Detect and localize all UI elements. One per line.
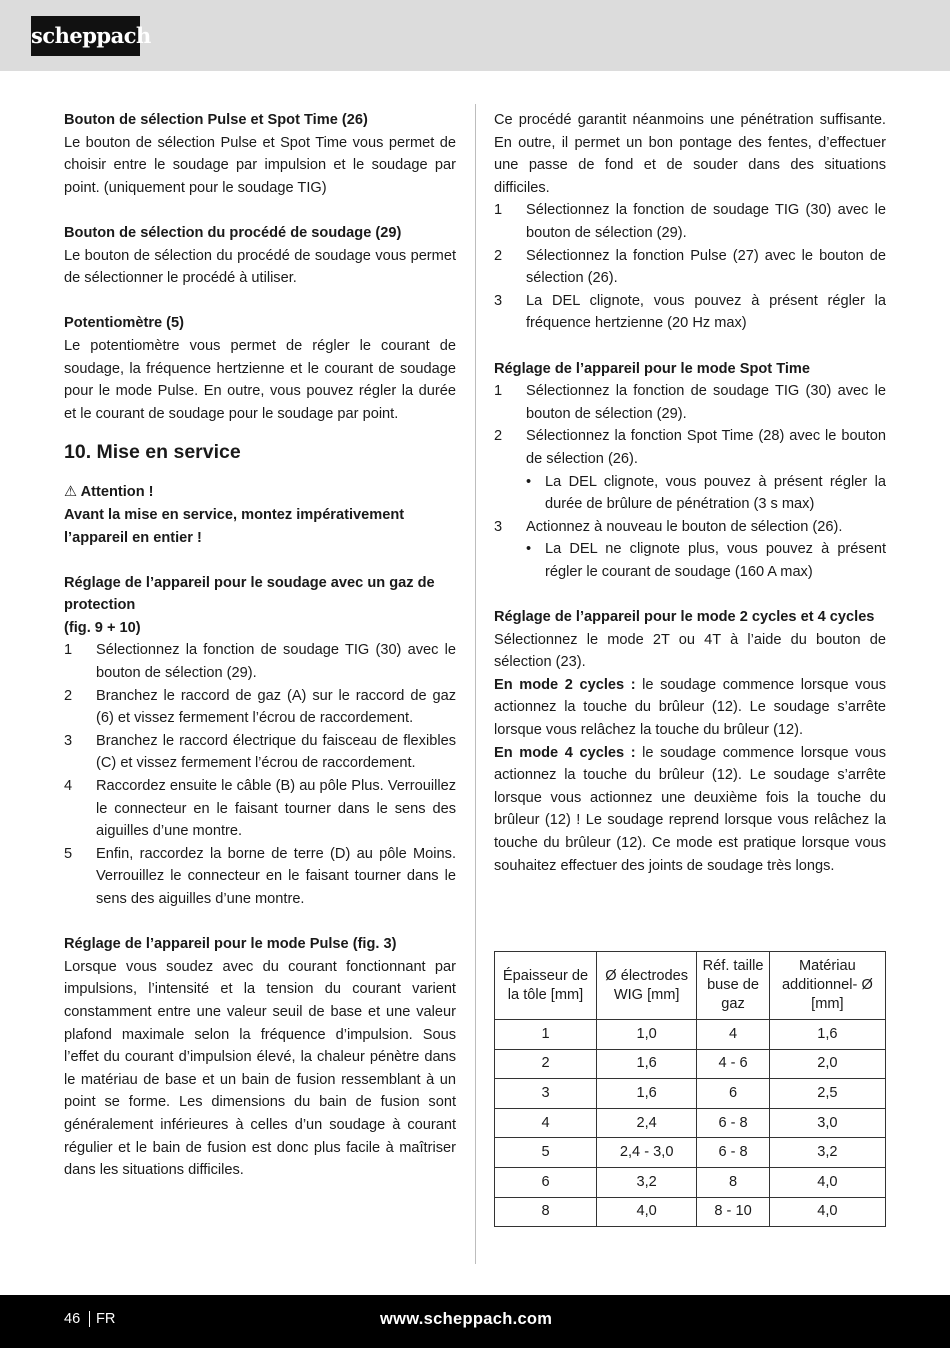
table-row: 3 1,6 6 2,5 bbox=[495, 1079, 886, 1109]
table-header: Ø électrodes WIG [mm] bbox=[597, 952, 697, 1020]
pulse-button-text: Le bouton de sélection Pulse et Spot Time vous permet de choisir entre le soudage par impulsion et le soudage par point. (uniquement pour le soudage TIG) bbox=[64, 134, 456, 196]
list-item: 2 Branchez le raccord de gaz (A) sur le raccord de gaz (6) et vissez fermement l’écrou de raccordement. bbox=[64, 687, 456, 727]
gas-setup-heading: Réglage de l’appareil pour le soudage avec un gaz de protection bbox=[64, 574, 435, 614]
language-code: FR bbox=[96, 1311, 116, 1327]
potentiometer-heading: Potentiomètre (5) bbox=[64, 315, 185, 332]
pulse-button-heading: Bouton de sélection Pulse et Spot Time (26) bbox=[64, 112, 368, 128]
table-header-row bbox=[495, 952, 886, 1020]
mode2-paragraph: En mode 2 cycles : le soudage commence lorsque vous actionnez la touche du brûleur (12). Le soudage s’arrête lorsque vous relâchez la touche du brûleur (12). bbox=[494, 676, 886, 739]
bullet-item: • La DEL ne clignote plus, vous pouvez à présent régler le courant de soudage (160 A max) bbox=[526, 541, 886, 580]
mode2-label: En mode 2 cycles : bbox=[494, 676, 636, 693]
mode4-label: En mode 4 cycles : bbox=[494, 744, 636, 761]
brand-logo: scheppach bbox=[31, 16, 140, 56]
bullet-item: • La DEL clignote, vous pouvez à présent régler la durée de brûlure de pénétration (3 s max) bbox=[526, 473, 886, 513]
list-item: 4 Raccordez ensuite le câble (B) au pôle Plus. Verrouillez le connecteur en le faisant tourner dans le sens des aiguilles d’une montre. bbox=[64, 778, 456, 840]
pulse-mode-text: Lorsque vous soudez avec du courant fonctionnant par impulsions, l’intensité et la tension du courant varient constamment entre une valeur seuil de base et une valeur plafond maximale selon la fréquence d’impulsion. Sous l’effet du courant d’impulsion élevé, la chaleur pénètre dans le matériau de base et un bain de fusion ressemblant à un point se forme. Les dimensions du bain de fusion sont généralement inférieures à celles d’un soudage à courant régulier et le bain de fusion est donc plus facile à maîtriser dans les situations difficiles. bbox=[64, 958, 456, 1179]
list-item: 2 Sélectionnez la fonction Pulse (27) avec le bouton de sélection (26). bbox=[494, 247, 886, 287]
website-url[interactable]: www.scheppach.com bbox=[380, 1310, 553, 1328]
right-column bbox=[494, 109, 886, 877]
footer-bar bbox=[0, 1295, 950, 1348]
table-row: 5 2,4 - 3,0 6 - 8 3,2 bbox=[495, 1138, 886, 1168]
mode4-paragraph: En mode 4 cycles : le soudage commence lorsque vous actionnez la touche du brûleur (12). Le soudage s’arrête lorsque vous actionnez une deuxième fois la touche du brûleur (12) ! Le soudage reprend lorsque vous relâchez la touche du brûleur (12). Ce mode est pratique lorsque vous souhaitez effectuer des joints de soudage très longs. bbox=[494, 744, 886, 874]
process-button-text: Le bouton de sélection du procédé de soudage vous permet de sélectionner le procédé à utiliser. bbox=[64, 247, 456, 287]
table-header: Épaisseur de la tôle [mm] bbox=[495, 952, 597, 1020]
list-item: 1 Sélectionnez la fonction de soudage TIG (30) avec le bouton de sélection (29). bbox=[64, 642, 456, 682]
potentiometer-text: Le potentiomètre vous permet de régler le courant de soudage, la fréquence hertzienne et le courant de soudage pour le mode Pulse. En outre, vous pouvez régler la durée et le courant de soudage pour le soudage par point. bbox=[64, 337, 456, 422]
process-button-heading: Bouton de sélection du procédé de soudage (29) bbox=[64, 224, 402, 241]
table-row: 1 1,0 4 1,6 bbox=[495, 1020, 886, 1050]
gas-setup-fig: (fig. 9 + 10) bbox=[64, 619, 141, 636]
page-number: 46 bbox=[64, 1311, 81, 1327]
table-header: Réf. taille buse de gaz bbox=[697, 952, 769, 1020]
table-row: 2 1,6 4 - 6 2,0 bbox=[495, 1049, 886, 1079]
cycles-heading: Réglage de l’appareil pour le mode 2 cycles et 4 cycles bbox=[494, 609, 875, 626]
spot-time-heading: Réglage de l’appareil pour le mode Spot Time bbox=[494, 360, 810, 377]
list-item: 3 La DEL clignote, vous pouvez à présent régler la fréquence hertzienne (20 Hz max) bbox=[494, 292, 886, 332]
section-title: 10. Mise en service bbox=[64, 441, 241, 464]
cycles-text: Sélectionnez le mode 2T ou 4T à l’aide du bouton de sélection (23). bbox=[494, 631, 886, 671]
list-item: 3 Branchez le raccord électrique du faisceau de flexibles (C) et vissez fermement l’écrou de raccordement. bbox=[64, 732, 456, 772]
table-row: 4 2,4 6 - 8 3,0 bbox=[495, 1108, 886, 1138]
intro-text: Ce procédé garantit néanmoins une pénétration suffisante. En outre, il permet un bon pontage des fentes, d’effectuer une passe de fond et de souder dans des situations difficiles. bbox=[494, 112, 886, 196]
header-bar bbox=[0, 0, 950, 71]
left-column bbox=[64, 109, 456, 1182]
pulse-mode-heading: Réglage de l’appareil pour le mode Pulse (fig. 3) bbox=[64, 936, 397, 953]
list-item: 5 Enfin, raccordez la borne de terre (D) au pôle Moins. Verrouillez le connecteur en le faisant tourner dans le sens des aiguilles d’une montre. bbox=[64, 845, 456, 907]
table-header: Matériau additionnel- Ø [mm] bbox=[769, 952, 885, 1020]
table-row: 8 4,0 8 - 10 4,0 bbox=[495, 1197, 886, 1227]
list-item: 1 Sélectionnez la fonction de soudage TIG (30) avec le bouton de sélection (29). bbox=[494, 202, 886, 241]
list-item: 3 Actionnez à nouveau le bouton de sélection (26). bbox=[494, 518, 843, 535]
list-item: 1 Sélectionnez la fonction de soudage TIG (30) avec le bouton de sélection (29). bbox=[494, 383, 886, 422]
spec-table bbox=[494, 951, 886, 1227]
attention-heading: ⚠ Attention ! bbox=[64, 484, 154, 501]
list-item: 2 Sélectionnez la fonction Spot Time (28) avec le bouton de sélection (26). bbox=[494, 428, 886, 467]
attention-text: Avant la mise en service, montez impérativement l’appareil en entier ! bbox=[64, 506, 405, 546]
table-row: 6 3,2 8 4,0 bbox=[495, 1167, 886, 1197]
column-divider bbox=[475, 104, 476, 1264]
footer-separator bbox=[89, 1311, 90, 1327]
